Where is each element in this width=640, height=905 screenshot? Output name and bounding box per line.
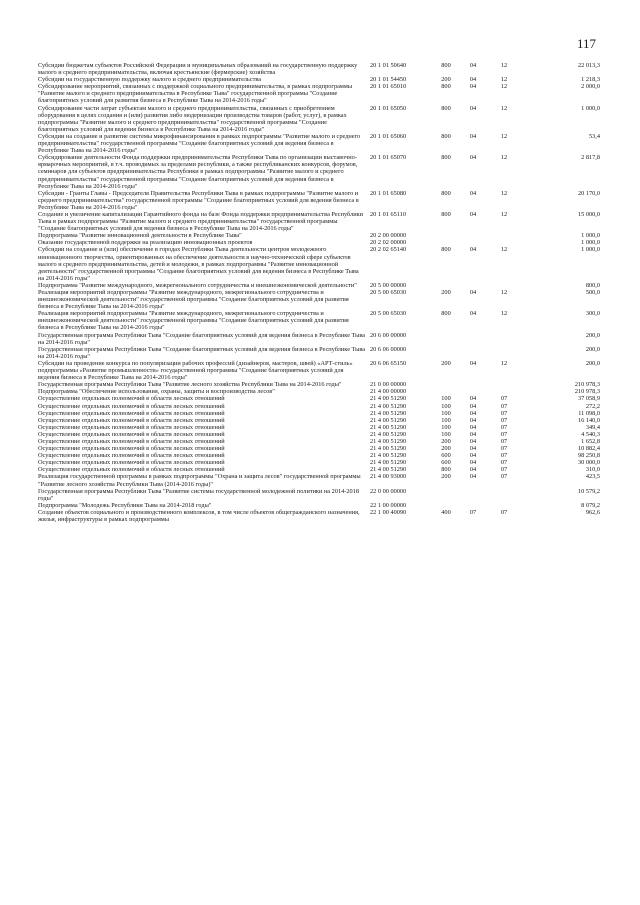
row-code: 20 6 00 00000 [370, 331, 407, 339]
row-section: 04 [469, 445, 477, 453]
row-expense-type: 200 [441, 289, 451, 296]
row-code: 22 1 00 00000 [370, 501, 407, 509]
row-subsection: 07 [500, 402, 508, 410]
row-amount: 1 000,0 [581, 104, 600, 112]
row-subsection: 07 [500, 459, 508, 467]
row-name: Осуществление отдельных полномочий в области лесных отношений [38, 395, 225, 403]
row-subsection: 07 [500, 452, 508, 460]
row-subsection: 12 [500, 310, 508, 318]
table-row [38, 310, 600, 331]
row-section: 04 [469, 310, 477, 318]
row-name: Создание и увеличение капитализации Гарантийного фонда на базе Фонда поддержки предпринимательства Республики Тыва в рамках подпрограммы "Развитие малого и среднего предпринимательства" государственной программы "Создание благоприятных условий для ведения бизнеса в Республике Тыва на 2014-2016 годы" [38, 210, 364, 233]
row-name: Государственная программа Республики Тыва "Развитие системы государственной молодежной политики на 2014-2018 годы" [38, 487, 359, 502]
row-subsection: 12 [500, 246, 508, 254]
row-subsection: 07 [500, 409, 508, 417]
table-row [38, 424, 600, 431]
table-row [38, 459, 600, 466]
row-name: Осуществление отдельных полномочий в области лесных отношений [38, 452, 225, 460]
row-expense-type: 100 [441, 423, 451, 431]
row-name: Государственная программа Республики Тыва "Создание благоприятных условий для ведения бизнеса в Республике Тыва на 2014-2016 годы" [38, 345, 366, 360]
row-amount: 2 817,8 [581, 154, 600, 162]
row-section: 04 [469, 154, 477, 162]
row-name: Осуществление отдельных полномочий в области лесных отношений [38, 409, 225, 417]
row-section: 04 [469, 409, 477, 417]
row-amount: 1 652,8 [581, 437, 600, 445]
row-section: 04 [469, 437, 477, 445]
table-row [38, 488, 600, 502]
row-expense-type: 800 [441, 210, 451, 218]
row-expense-type: 100 [441, 416, 451, 424]
row-subsection: 12 [500, 210, 508, 218]
table-row [38, 76, 600, 83]
row-subsection: 07 [500, 473, 508, 481]
table-row [38, 403, 600, 410]
row-expense-type: 200 [441, 437, 451, 445]
row-code: 20 1 01 65010 [370, 83, 407, 91]
row-name: Подпрограмма "Развитие международного, межрегионального сотрудничества и внешнеэкономической деятельности" [38, 281, 357, 289]
row-amount: 200,0 [585, 345, 600, 353]
row-amount: 37 058,9 [577, 395, 600, 403]
row-name: Осуществление отдельных полномочий в области лесных отношений [38, 430, 225, 438]
row-name: Субсидирование мероприятий, связанных с поддержкой социального предпринимательства, в рамках подпрограммы "Развитие малого и среднего предпринимательства в Республике Тыва" государственной программы "Создание благоприятных условий для развития бизнеса в Республике Тыва на 2014-2016 годы" [38, 83, 353, 105]
row-code: 20 1 01 54450 [370, 76, 407, 84]
row-section: 04 [469, 76, 477, 84]
row-amount: 10 579,2 [577, 487, 600, 495]
row-code: 21 4 00 51290 [370, 445, 407, 453]
row-code: 20 5 00 00000 [370, 281, 407, 289]
row-subsection: 12 [500, 104, 508, 112]
row-amount: 22 013,3 [577, 62, 600, 69]
row-amount: 30 000,0 [577, 459, 600, 467]
row-amount: 500,0 [585, 289, 600, 296]
row-amount: 98 250,8 [577, 452, 600, 460]
row-code: 20 5 00 65030 [370, 310, 407, 318]
row-subsection: 12 [500, 83, 508, 91]
row-code: 22 1 00 40090 [370, 508, 407, 516]
row-name: Оказание государственной поддержки на реализацию инновационных проектов [38, 239, 253, 247]
row-expense-type: 800 [441, 189, 451, 197]
table-row [38, 190, 600, 211]
row-expense-type: 800 [441, 104, 451, 112]
row-name: Реализация государственной программы в рамках подпрограммы "Охрана и защита лесов" государственной программы "Развитие лесного хозяйства Республики Тыва (2014-2016 годы)" [38, 473, 361, 488]
row-section: 04 [469, 416, 477, 424]
table-row [38, 62, 600, 76]
row-name: Реализация мероприятий подпрограммы "Развитие международного, межрегионального сотрудничества и внешнеэкономической деятельности" государственной программы "Создание благоприятных условий для развития бизнеса в Республике Тыва на 2014-2016 годы" [38, 289, 349, 311]
table-row [38, 431, 600, 438]
row-section: 04 [469, 189, 477, 197]
row-section: 04 [469, 289, 477, 296]
row-name: Государственная программа Республики Тыва "Создание благоприятных условий для ведения бизнеса в Республике Тыва на 2014-2016 годы" [38, 331, 366, 346]
row-code: 21 4 00 51290 [370, 409, 407, 417]
row-name: Создание объектов социального и производственного комплексов, в том числе объектов общегражданского назначения, жилья, инфраструктуры в рамках подпрограммы [38, 508, 360, 523]
row-code: 21 4 00 93000 [370, 473, 407, 481]
table-row [38, 282, 600, 289]
row-amount: 210 978,3 [574, 381, 600, 389]
row-expense-type: 100 [441, 430, 451, 438]
row-subsection: 07 [500, 437, 508, 445]
row-subsection: 07 [500, 508, 508, 516]
table-row [38, 473, 600, 487]
row-expense-type: 100 [441, 402, 451, 410]
row-code: 21 4 00 51290 [370, 466, 407, 474]
table-row [38, 417, 600, 424]
row-amount: 1 000,0 [581, 239, 600, 247]
row-code: 20 1 01 65050 [370, 104, 407, 112]
table-row [38, 502, 600, 509]
row-section: 04 [469, 359, 477, 367]
budget-table [38, 62, 600, 523]
row-code: 20 2 02 65140 [370, 246, 407, 254]
row-subsection: 12 [500, 62, 508, 69]
row-code: 22 0 00 00000 [370, 487, 407, 495]
row-code: 20 5 00 65030 [370, 289, 407, 296]
table-row [38, 133, 600, 154]
row-expense-type: 400 [441, 508, 451, 516]
row-subsection: 12 [500, 359, 508, 367]
row-name: Осуществление отдельных полномочий в области лесных отношений [38, 423, 225, 431]
row-name: Субсидирование деятельности Фонда поддержки предпринимательства Республики Тыва по организации выставочно-ярмарочных мероприятий, в т.ч. проводимых за пределами республики, а также республиканских конкурсов, форумов, семинаров для субъектов предпринимательства Республики в рамках подпрограммы "Развитие малого и среднего предпринимательства" государственной программы "Создание благоприятных условий для ведения бизнеса в Республике Тыва на 2014-2016 годы" [38, 154, 358, 190]
row-name: Субсидирование части затрат субъектам малого и среднего предпринимательства, связанных с приобретением оборудования в целях создания и (или) развития либо модернизации производства товаров (работ, услуг), в рамках подпрограммы "Развитие малого и среднего предпринимательства" государственной программы "Создание благоприятных условий для ведения бизнеса в Республике Тыва на 2014-2016 годы" [38, 104, 347, 133]
row-section: 04 [469, 402, 477, 410]
row-section: 04 [469, 246, 477, 254]
row-name: Подпрограмма "Обеспечение использования, охраны, защиты и воспроизводства лесов" [38, 388, 275, 396]
row-amount: 800,0 [585, 281, 600, 289]
table-row [38, 360, 600, 381]
table-row [38, 381, 600, 388]
row-amount: 10 882,4 [577, 445, 600, 453]
row-name: Субсидии - Гранты Главы - Председателя Правительства Республики Тыва в рамках подпрограммы "Развитие малого и среднего предпринимательства" государственной программы "Создание благоприятных условий для ведения бизнеса в Республике Тыва на 2014-2016 годы" [38, 189, 359, 211]
row-amount: 20 170,0 [577, 189, 600, 197]
row-code: 20 6 06 65150 [370, 359, 407, 367]
row-section: 04 [469, 210, 477, 218]
table-row [38, 438, 600, 445]
row-expense-type: 200 [441, 359, 451, 367]
row-amount: 8 079,2 [581, 501, 600, 509]
row-section: 04 [469, 395, 477, 403]
row-amount: 200,0 [585, 359, 600, 367]
row-expense-type: 800 [441, 62, 451, 69]
table-row [38, 154, 600, 189]
row-code: 21 4 00 51290 [370, 402, 407, 410]
row-amount: 272,2 [585, 402, 600, 410]
row-code: 20 1 01 65080 [370, 189, 407, 197]
row-code: 21 4 00 00000 [370, 388, 407, 396]
row-expense-type: 200 [441, 445, 451, 453]
row-expense-type: 200 [441, 76, 451, 84]
table-row [38, 466, 600, 473]
row-section: 04 [469, 466, 477, 474]
row-code: 20 2 02 00000 [370, 239, 407, 247]
row-expense-type: 800 [441, 466, 451, 474]
row-code: 20 1 01 65110 [370, 210, 406, 218]
row-expense-type: 800 [441, 83, 451, 91]
row-section: 04 [469, 423, 477, 431]
row-expense-type: 200 [441, 473, 451, 481]
row-name: Государственная программа Республики Тыва "Развитие лесного хозяйства Республики Тыва на 2014-2016 годы" [38, 381, 342, 389]
row-name: Осуществление отдельных полномочий в области лесных отношений [38, 466, 225, 474]
row-section: 04 [469, 459, 477, 467]
row-code: 20 6 06 00000 [370, 345, 407, 353]
row-name: Субсидии на создание и (или) обеспечение в городах Республики Тыва деятельности центров молодежного инновационного творчества, ориентированных на обеспечение деятельности в научно-технической сфере субъектов малого и среднего предпринимательства, детей и молодежи, в рамках подпрограммы "Развитие инновационной деятельности" государственной программы "Создание благоприятных условий для ведения бизнеса в Республике Тыва на 2014-2016 годы" [38, 246, 359, 282]
row-name: Подпрограмма "Развитие инновационной деятельности в Республике Тыва" [38, 232, 242, 240]
row-section: 04 [469, 473, 477, 481]
row-name: Осуществление отдельных полномочий в области лесных отношений [38, 402, 225, 410]
row-expense-type: 100 [441, 409, 451, 417]
table-row [38, 410, 600, 417]
row-amount: 300,0 [585, 310, 600, 318]
row-code: 21 4 00 51290 [370, 452, 407, 460]
row-subsection: 12 [500, 132, 508, 140]
row-subsection: 07 [500, 423, 508, 431]
row-name: Осуществление отдельных полномочий в области лесных отношений [38, 416, 225, 424]
row-subsection: 12 [500, 76, 508, 84]
row-subsection: 12 [500, 189, 508, 197]
row-amount: 15 000,0 [577, 210, 600, 218]
row-section: 04 [469, 430, 477, 438]
row-expense-type: 100 [441, 395, 451, 403]
row-code: 21 0 00 00000 [370, 381, 407, 389]
page-number: 117 [576, 36, 596, 51]
row-code: 21 4 00 51290 [370, 395, 407, 403]
row-code: 21 4 00 51290 [370, 437, 407, 445]
row-section: 04 [469, 104, 477, 112]
row-expense-type: 800 [441, 154, 451, 162]
row-code: 20 1 01 65070 [370, 154, 407, 162]
table-row [38, 388, 600, 395]
row-section: 04 [469, 452, 477, 460]
row-code: 21 4 00 51290 [370, 430, 407, 438]
row-name: Осуществление отдельных полномочий в области лесных отношений [38, 445, 225, 453]
table-row [38, 346, 600, 360]
row-amount: 16 140,0 [577, 416, 600, 424]
table-row [38, 445, 600, 452]
row-code: 20 1 01 65060 [370, 132, 407, 140]
row-amount: 53,4 [588, 132, 600, 140]
row-code: 21 4 00 51290 [370, 416, 407, 424]
row-code: 20 1 01 50640 [370, 62, 407, 69]
row-name: Субсидии бюджетам субъектов Российской Федерации и муниципальных образований на государственную поддержку малого и среднего предпринимательства, включая крестьянские (фермерские) хозяйства [38, 62, 358, 77]
table-row [38, 452, 600, 459]
row-amount: 1 000,0 [581, 246, 600, 254]
row-subsection: 12 [500, 154, 508, 162]
row-amount: 349,4 [585, 423, 600, 431]
row-section: 07 [469, 508, 477, 516]
row-section: 04 [469, 83, 477, 91]
row-amount: 210 978,3 [574, 388, 600, 396]
row-amount: 310,0 [585, 466, 600, 474]
table-row [38, 332, 600, 346]
table-row [38, 509, 600, 523]
row-code: 20 2 00 00000 [370, 232, 407, 240]
row-subsection: 07 [500, 466, 508, 474]
row-name: Субсидии на проведение конкурса по популяризации рабочих профессий (дизайнеров, мастеров, швей) «АРТ-стиль» подпрограммы «Развитие промышленности» государственной программы "Создание благоприятных условий для ведения бизнеса в Республике Тыва на 2014-2016 годы" [38, 359, 353, 382]
row-name: Субсидии на создание и развитие системы микрофинансирования в рамках подпрограммы "Развитие малого и среднего предпринимательства" государственной программы "Создание благоприятных условий для ведения бизнеса в Республике Тыва на 2014-2016 годы" [38, 132, 361, 155]
row-amount: 962,6 [585, 508, 600, 516]
row-subsection: 12 [500, 289, 508, 296]
row-amount: 200,0 [585, 331, 600, 339]
table-row [38, 83, 600, 104]
row-subsection: 07 [500, 430, 508, 438]
row-amount: 4 540,3 [581, 430, 600, 438]
row-expense-type: 600 [441, 459, 451, 467]
row-name: Подпрограмма "Молодежь Республики Тыва на 2014-2018 годы" [38, 501, 212, 509]
table-row [38, 105, 600, 133]
row-name: Осуществление отдельных полномочий в области лесных отношений [38, 459, 225, 467]
row-subsection: 07 [500, 445, 508, 453]
row-amount: 2 000,0 [581, 83, 600, 91]
table-row [38, 289, 600, 310]
row-subsection: 07 [500, 395, 508, 403]
table-row [38, 395, 600, 402]
row-section: 04 [469, 62, 477, 69]
row-amount: 11 098,0 [578, 409, 600, 417]
row-amount: 1 000,0 [581, 232, 600, 240]
row-code: 21 4 00 51290 [370, 423, 407, 431]
row-amount: 423,5 [585, 473, 600, 481]
row-code: 21 4 00 51290 [370, 459, 407, 467]
row-expense-type: 800 [441, 132, 451, 140]
row-expense-type: 600 [441, 452, 451, 460]
table-row [38, 239, 600, 246]
row-subsection: 07 [500, 416, 508, 424]
row-amount: 1 218,3 [581, 76, 600, 84]
table-row [38, 232, 600, 239]
table-row [38, 246, 600, 281]
row-name: Субсидии на государственную поддержку малого и среднего предпринимательства [38, 76, 262, 84]
row-expense-type: 800 [441, 310, 451, 318]
row-expense-type: 800 [441, 246, 451, 254]
table-row [38, 211, 600, 232]
row-name: Реализация мероприятий подпрограммы "Развитие международного, межрегионального сотрудничества и внешнеэкономической деятельности" государственной программы "Создание благоприятных условий для развития бизнеса в Республике Тыва на 2014-2016 годы" [38, 310, 349, 332]
row-section: 04 [469, 132, 477, 140]
row-name: Осуществление отдельных полномочий в области лесных отношений [38, 437, 225, 445]
